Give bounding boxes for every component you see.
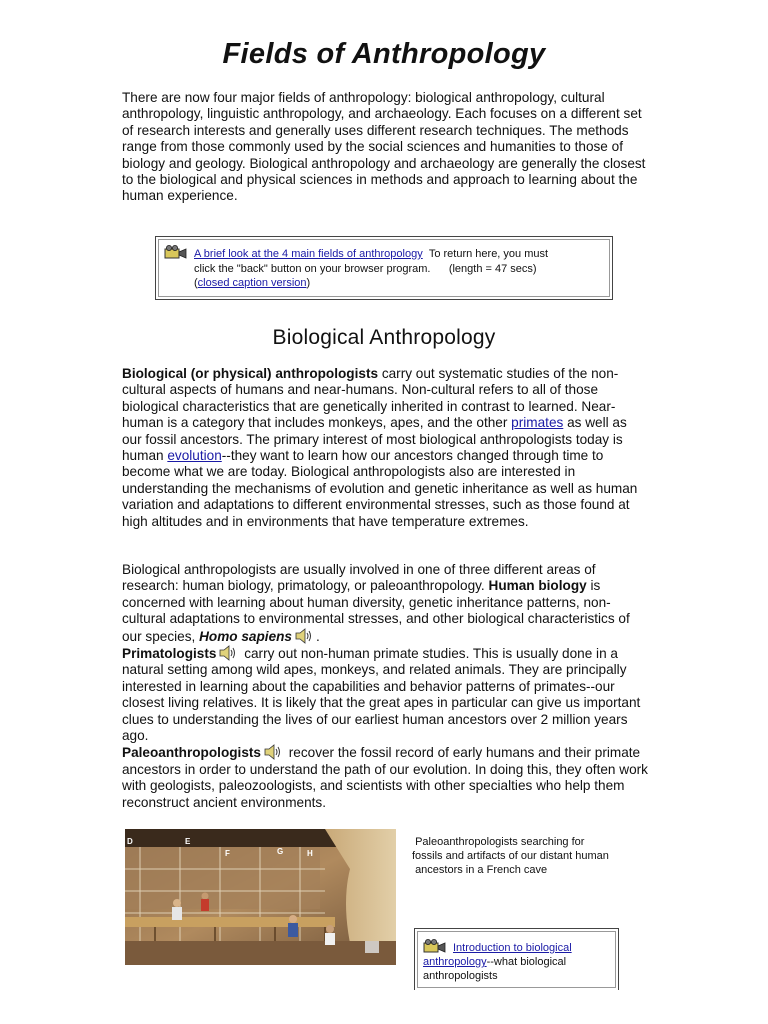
term-paleoanthropologists: Paleoanthropologists bbox=[122, 745, 261, 761]
video-box-fields bbox=[155, 236, 613, 300]
page-title: Fields of Anthropology bbox=[222, 38, 546, 70]
grid-label-h: H bbox=[307, 849, 313, 858]
cave-excavation-photo bbox=[125, 829, 396, 965]
caption-line: Paleoanthropologists searching for bbox=[415, 836, 585, 848]
closed-caption-link[interactable]: closed caption version bbox=[197, 277, 307, 289]
term-homo-sapiens: Homo sapiens bbox=[199, 628, 292, 644]
term-biological-anthropologists: Biological (or physical) anthropologists bbox=[122, 366, 379, 381]
grid-label-e: E bbox=[185, 837, 191, 846]
video-note: To return here, you must bbox=[428, 248, 549, 260]
text-span: is concerned with learning about human diversity, genetic inheritance patterns, non-cultural adaptations to environmental stresses, and other biological characteristics of our species, bbox=[122, 578, 630, 644]
evolution-link[interactable]: evolution bbox=[167, 448, 222, 464]
grid-label-g: G bbox=[277, 847, 284, 856]
term-primatologists: Primatologists bbox=[122, 646, 217, 662]
speaker-icon[interactable] bbox=[294, 628, 314, 644]
grid-label-d: D bbox=[127, 837, 133, 846]
text-span: recover the fossil record of early humans and their primate ancestors in order to understand the path of our evolution. In doing this, they often work with geologists, paleozoologists, and scientists with other specialties who help them reconstruct ancient environments. bbox=[122, 745, 648, 810]
text-span: . bbox=[316, 628, 320, 644]
caption-line: fossils and artifacts of our distant human bbox=[412, 850, 609, 862]
caption-line: ancestors in a French cave bbox=[415, 864, 548, 876]
speaker-icon[interactable] bbox=[218, 645, 238, 661]
intro-bio-anthro-link[interactable]: Introduction to biological anthropology bbox=[423, 942, 572, 968]
cave-photo-illustration bbox=[125, 829, 396, 965]
text-span: Biological anthropologists are usually involved in one of three different areas of research: human biology, primatology, or paleoanthropology. bbox=[122, 562, 596, 594]
text-span: carry out non-human primate studies. This is usually done in a natural setting among wild apes, monkeys, and related animals. They are principally interested in learning about the capabilities and behavior patterns of primates--our closest living relatives. It is likely that the great apes in particular can give us important clues to understanding the lives of our earliest human ancestors over 2 million years ago. bbox=[122, 646, 641, 744]
text-span: --they want to learn how our ancestors changed through time to become what we are today. Biological anthropologists also are interested in understanding the mechanisms of evolution and genetic inheritance as well as human variation and adaptations to different environmental stresses, such as those found at high altitudes and in environments that have temperature extremes. bbox=[122, 448, 638, 529]
video-link-fields[interactable]: A brief look at the 4 main fields of anthropology bbox=[194, 248, 423, 260]
text-span: as well as our fossil ancestors. The primary interest of most biological anthropologists today is human bbox=[122, 415, 627, 464]
video-description: --what biological anthropologists bbox=[423, 956, 567, 982]
cc-close: ) bbox=[306, 277, 311, 289]
paragraph-areas bbox=[122, 562, 650, 811]
section-heading: Biological Anthropology bbox=[272, 326, 496, 349]
primates-link[interactable]: primates bbox=[511, 415, 564, 431]
speaker-icon[interactable] bbox=[263, 744, 283, 760]
text-span: carry out systematic studies of the non-cultural aspects of humans and near-humans. Non-cultural refers to all of those biological characteristics that are genetically inherited in contrast to learned. Near-human is a category that includes monkeys, apes, and the other bbox=[122, 366, 619, 431]
video-length: (length = 47 secs) bbox=[448, 262, 537, 275]
video-camera-icon[interactable] bbox=[164, 245, 188, 260]
video-camera-icon[interactable] bbox=[423, 939, 447, 954]
cc-open: ( bbox=[194, 277, 198, 289]
video-note-back: click the "back" button on your browser program. bbox=[194, 262, 431, 275]
photo-caption bbox=[412, 835, 662, 877]
term-human-biology: Human biology bbox=[488, 578, 587, 594]
intro-paragraph: There are now four major fields of anthropology: biological anthropology, cultural anthropology, linguistic anthropology, and archaeology. Each focuses on a different set of research interests and generally uses different research techniques. The methods range from those commonly used by the social sciences and humanities to those of biology and geology. Biological anthropology and archaeology are generally the closest to the biological and physical sciences in methods and approach to learning about the human experience. bbox=[122, 90, 646, 204]
video-box-intro bbox=[414, 928, 619, 990]
grid-label-f: F bbox=[225, 849, 230, 858]
paragraph-biological bbox=[122, 366, 650, 530]
